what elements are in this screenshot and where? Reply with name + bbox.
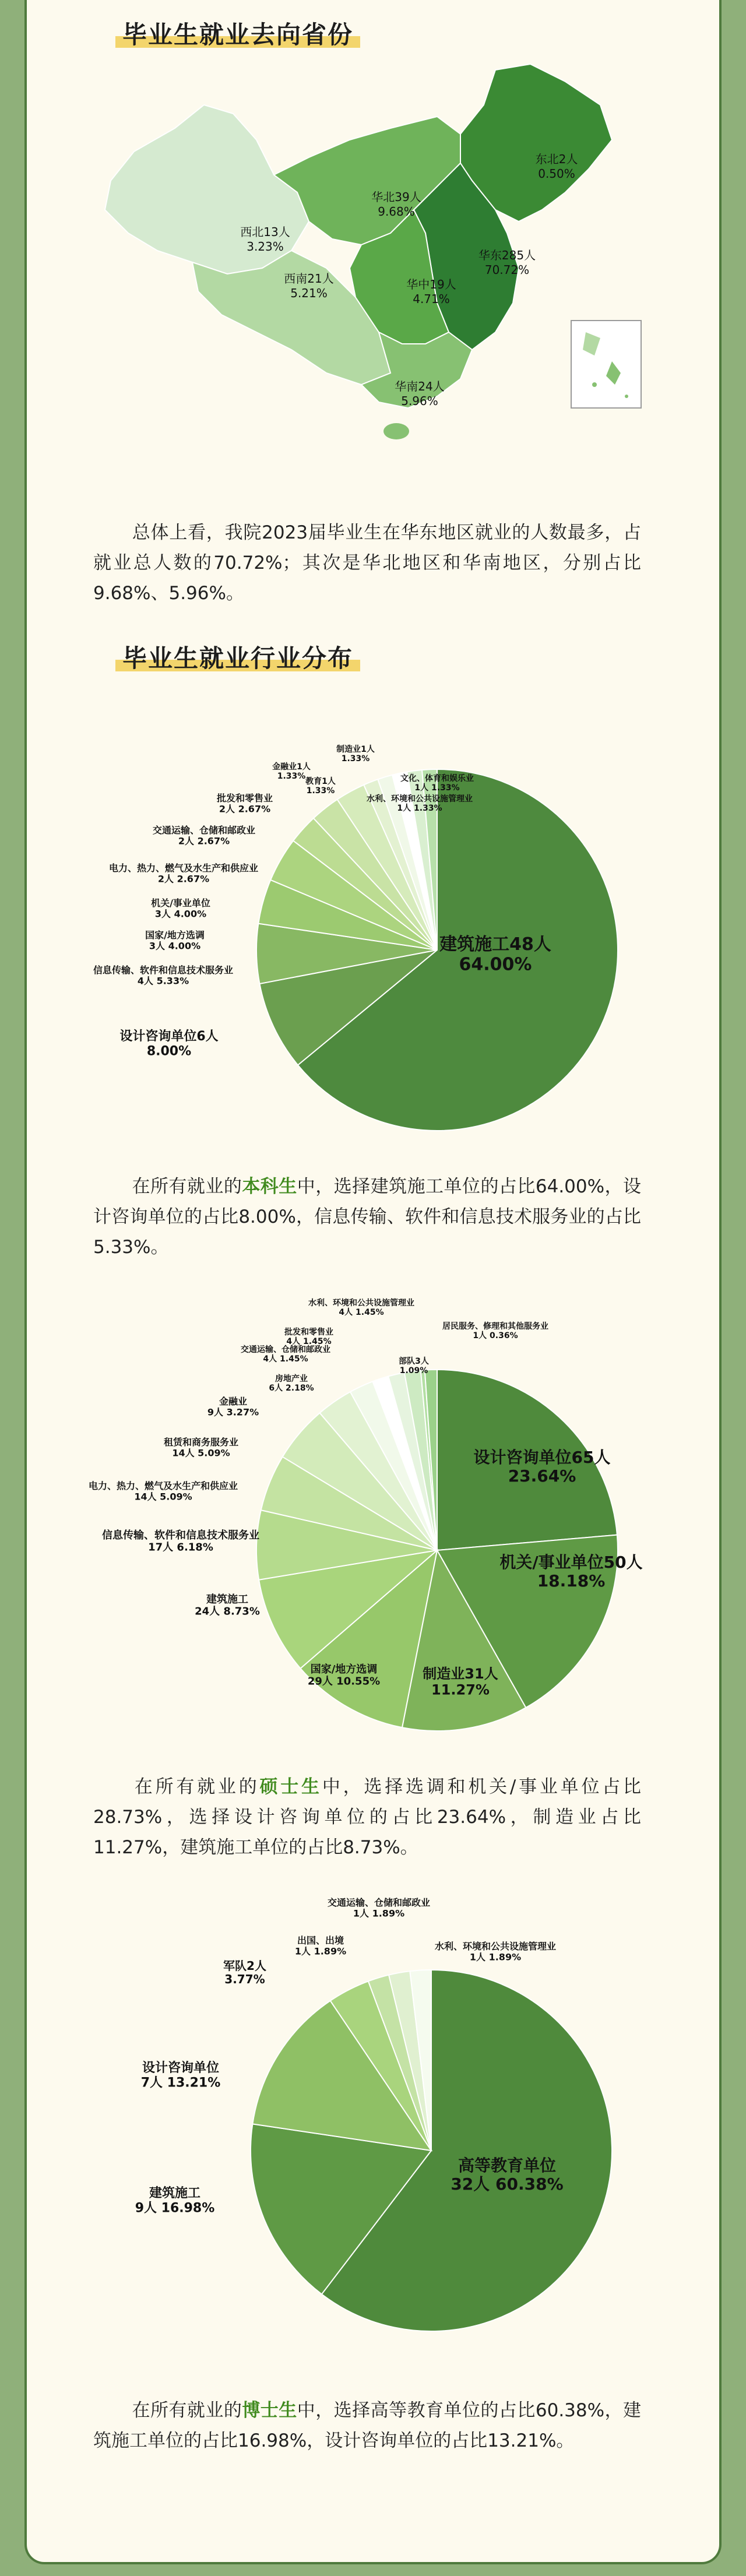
para-text: 中，选择建筑施工单位的占比64.00%，设计咨询单位的占比8.00%，信息传输、软件和信息技术服务业的占比5.33%。: [93, 1176, 642, 1258]
section-title-text: 毕业生就业行业分布: [122, 644, 354, 673]
pie-data-label: [399, 1356, 429, 1375]
pie-chart-phd: [87, 1894, 670, 2360]
pie-data-label: [93, 965, 233, 986]
pie-data-label: [435, 1941, 556, 1962]
pie-label-name: 国家/地方选调: [145, 930, 205, 941]
pie-data-label: [151, 898, 210, 919]
para-text: 中，选择选调和机关/事业单位占比28.73%，选择设计咨询单位的占比23.64%，制造业占比11.27%，建筑施工单位的占比8.73%。: [93, 1776, 642, 1858]
section-title-province: [122, 17, 353, 52]
pie-label-name: 金融业1人: [272, 762, 311, 772]
summary-paragraph: [93, 518, 641, 608]
pie-data-label: [135, 2186, 215, 2215]
para-text: 中，选择高等教育单位的占比60.38%，建筑施工单位的占比16.98%，设计咨询单位的占比13.21%。: [93, 2400, 642, 2451]
map-label-south: [395, 379, 444, 408]
south-sea-inset: [571, 321, 641, 408]
pie-label-value: 1人 1.89%: [294, 1945, 347, 1957]
pie-label-name: 出国、出境: [297, 1935, 344, 1946]
pie-label-value: 1人 0.36%: [473, 1331, 518, 1341]
svg-text:华北39人: 华北39人: [371, 190, 421, 204]
pie-label-value: 29人 10.55%: [307, 1675, 381, 1688]
pie-label-name: 金融业: [219, 1396, 248, 1407]
pie-data-label: [328, 1897, 430, 1919]
pie-label-name: 交通运输、仓储和邮政业: [241, 1345, 330, 1354]
svg-text:东北2人: 东北2人: [535, 152, 578, 166]
pie-label-name: 居民服务、修理和其他服务业: [442, 1322, 548, 1331]
pie-label-value: 8.00%: [146, 1044, 192, 1059]
map-label-north: [371, 190, 421, 219]
pie-label-value: 1.09%: [399, 1366, 428, 1376]
pie-label-name: 信息传输、软件和信息技术服务业: [93, 965, 234, 976]
para-text: 在所有就业的: [132, 2400, 242, 2421]
svg-text:华东285人: 华东285人: [478, 248, 536, 262]
bachelor-paragraph: [93, 1171, 641, 1262]
svg-text:3.23%: 3.23%: [247, 240, 284, 254]
degree-highlight: 硕士生: [259, 1776, 322, 1797]
pie-label-value: 24人 8.73%: [195, 1605, 260, 1618]
pie-label-name: 交通运输、仓储和邮政业: [327, 1897, 431, 1908]
pie-label-value: 1人 1.89%: [469, 1951, 522, 1963]
pie-label-value: 17人 6.18%: [148, 1541, 213, 1554]
map-label-central: [406, 277, 456, 306]
pie-data-label: [269, 1374, 314, 1393]
pie-label-name: 制造业31人: [423, 1666, 498, 1682]
pie-label-name: 房地产业: [275, 1374, 308, 1384]
section-title-text: 毕业生就业去向省份: [122, 20, 354, 49]
pie-data-label: [284, 1327, 333, 1346]
pie-data-label: [305, 776, 336, 796]
pie-data-label: [109, 863, 258, 884]
pie-label-value: 32人 60.38%: [451, 2174, 564, 2194]
pie-data-label: [451, 2156, 563, 2194]
svg-text:5.21%: 5.21%: [290, 286, 328, 300]
map-label-northwest: [240, 225, 290, 254]
svg-text:9.68%: 9.68%: [378, 205, 415, 219]
para-text: 在所有就业的: [132, 1176, 242, 1197]
pie-label-value: 1.33%: [306, 786, 335, 796]
pie-data-label: [119, 1029, 218, 1058]
svg-text:0.50%: 0.50%: [538, 167, 575, 181]
pie-data-label: [145, 930, 205, 951]
pie-label-name: 水利、环境和公共设施管理业: [308, 1298, 414, 1308]
pie-label-value: 3人 4.00%: [149, 940, 201, 952]
pie-data-label: [336, 744, 375, 763]
pie-data-label: [89, 1480, 238, 1502]
pie-data-label: [217, 793, 273, 814]
pie-label-name: 军队2人: [223, 1959, 266, 1973]
pie-label-value: 4人 1.45%: [286, 1337, 332, 1347]
pie-label-name: 设计咨询单位65人: [473, 1448, 611, 1467]
pie-label-value: 9人 16.98%: [135, 2201, 215, 2216]
pie-label-value: 4人 1.45%: [339, 1308, 384, 1318]
pie-data-label: [153, 825, 255, 846]
pie-data-label: [223, 1959, 266, 1986]
pie-label-name: 机关/事业单位50人: [499, 1553, 643, 1572]
pie-label-name: 设计咨询单位: [142, 2061, 220, 2075]
pie-label-name: 电力、热力、燃气及水生产和供应业: [108, 863, 259, 874]
pie-label-value: 3人 4.00%: [154, 908, 207, 920]
pie-data-label: [272, 762, 311, 781]
section-title-industry: [122, 641, 353, 676]
map-label-southwest: [284, 272, 333, 300]
pie-label-value: 14人 5.09%: [134, 1491, 192, 1502]
pie-label-value: 2人 2.67%: [178, 835, 230, 847]
pie-label-value: 7人 13.21%: [140, 2075, 221, 2091]
pie-label-value: 2人 2.67%: [157, 873, 210, 885]
svg-text:华南24人: 华南24人: [395, 379, 445, 393]
degree-highlight: 博士生: [242, 2400, 297, 2421]
pie-label-value: 23.64%: [508, 1466, 576, 1486]
pie-label-value: 1人 1.33%: [397, 804, 442, 814]
china-region-map: [87, 58, 670, 466]
pie-label-name: 文化、体育和娱乐业: [400, 774, 474, 783]
svg-text:华中19人: 华中19人: [406, 277, 456, 291]
pie-data-label: [141, 2060, 221, 2090]
pie-label-value: 14人 5.09%: [172, 1447, 230, 1459]
pie-chart-master: [87, 1294, 670, 1748]
pie-label-value: 64.00%: [459, 954, 532, 975]
pie-label-name: 电力、热力、燃气及水生产和供应业: [88, 1480, 238, 1491]
pie-label-value: 11.27%: [431, 1681, 490, 1698]
pie-label-name: 部队3人: [399, 1357, 429, 1366]
pie-data-label: [442, 1321, 548, 1340]
pie-label-value: 4人 1.45%: [263, 1354, 308, 1364]
pie-label-name: 设计咨询单位6人: [119, 1029, 219, 1044]
svg-text:4.71%: 4.71%: [413, 292, 450, 306]
pie-label-name: 租赁和商务服务业: [163, 1437, 239, 1448]
pie-label-value: 18.18%: [537, 1571, 606, 1591]
degree-highlight: 本科生: [242, 1176, 297, 1197]
pie-label-value: 3.77%: [224, 1972, 265, 1986]
pie-label-name: 建筑施工48人: [439, 934, 551, 955]
pie-label-name: 制造业1人: [336, 745, 375, 754]
pie-label-value: 1人 1.89%: [353, 1908, 405, 1919]
pie-data-label: [308, 1298, 414, 1317]
pie-label-name: 国家/地方选调: [310, 1663, 378, 1676]
svg-text:5.96%: 5.96%: [401, 394, 438, 408]
master-paragraph: [93, 1772, 641, 1863]
pie-chart-bachelor: [87, 699, 670, 1154]
pie-label-value: 4人 5.33%: [137, 975, 189, 987]
pie-label-value: 6人 2.18%: [269, 1384, 314, 1393]
pie-label-name: 批发和零售业: [216, 793, 273, 804]
pie-data-label: [102, 1529, 259, 1554]
hainan-island: [383, 423, 409, 439]
pie-label-name: 机关/事业单位: [151, 898, 210, 909]
pie-data-label: [308, 1663, 380, 1688]
pie-label-name: 水利、环境和公共设施管理业: [434, 1941, 557, 1952]
map-label-northeast: [536, 152, 578, 181]
pie-label-name: 建筑施工: [206, 1593, 248, 1606]
pie-data-label: [164, 1437, 238, 1458]
pie-label-name: 信息传输、软件和信息技术服务业: [102, 1529, 259, 1542]
pie-data-label: [195, 1593, 260, 1618]
pie-data-label: [207, 1396, 259, 1417]
pie-label-name: 批发和零售业: [284, 1328, 333, 1337]
pie-label-value: 1人 1.33%: [414, 783, 460, 793]
pie-label-name: 交通运输、仓储和邮政业: [152, 825, 256, 836]
pie-label-value: 9人 3.27%: [207, 1406, 259, 1418]
phd-paragraph: [93, 2395, 641, 2456]
pie-data-label: [295, 1935, 346, 1956]
svg-text:西南21人: 西南21人: [284, 272, 334, 286]
pie-label-name: 高等教育单位: [458, 2156, 557, 2175]
pie-label-value: 1.33%: [277, 772, 306, 782]
pie-label-name: 建筑施工: [149, 2186, 201, 2201]
para-text: 在所有就业的: [132, 1776, 260, 1797]
svg-text:70.72%: 70.72%: [484, 263, 530, 277]
map-label-east: [478, 248, 536, 277]
pie-label-name: 教育1人: [305, 777, 336, 786]
pie-data-label: [241, 1345, 330, 1364]
pie-label-value: 1.33%: [341, 754, 370, 764]
pie-label-name: 水利、环境和公共设施管理业: [367, 794, 473, 804]
pie-data-label: [423, 1666, 498, 1698]
pie-label-value: 2人 2.67%: [219, 803, 271, 815]
summary-text: 总体上看，我院2023届毕业生在华东地区就业的人数最多，占就业总人数的70.72%；其次是华北地区和华南地区，分别占比9.68%、5.96%。: [93, 522, 641, 604]
svg-text:西北13人: 西北13人: [240, 225, 290, 239]
